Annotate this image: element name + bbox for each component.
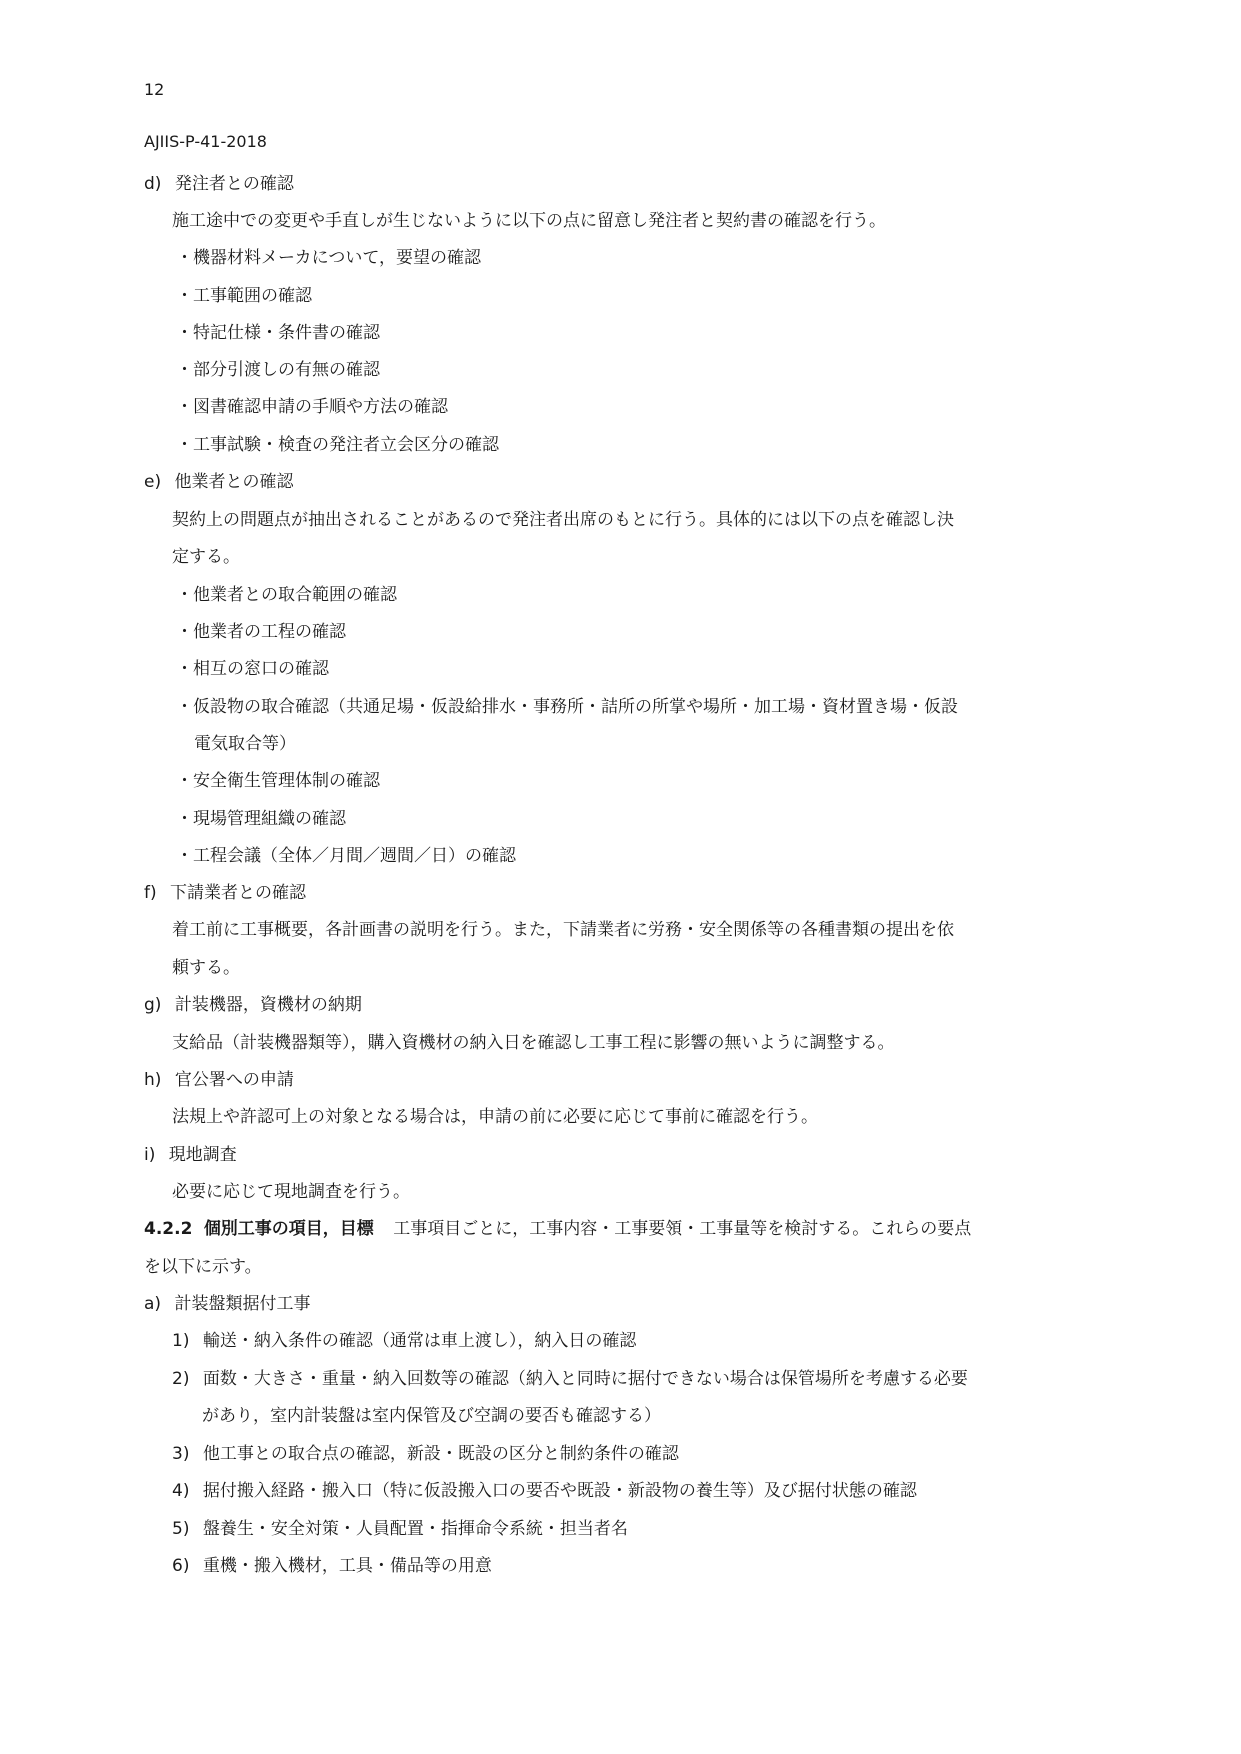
section-f-heading — [144, 885, 306, 902]
list-item: ・工事範囲の確認 — [176, 286, 312, 306]
numbered-item — [172, 1333, 636, 1350]
section-title: 計装機器，資機材の納期 — [174, 995, 362, 1015]
section-h-body: 法規上や許認可上の対象となる場合は，申請の前に必要に応じて事前に確認を行う。 — [172, 1107, 818, 1127]
section-e-heading — [144, 474, 294, 491]
section-marker: i) — [144, 1145, 156, 1165]
standard-id: AJIIS-P-41-2018 — [144, 132, 267, 151]
section-f-body-line2: 頼する。 — [172, 958, 240, 978]
list-item: ・相互の窓口の確認 — [176, 659, 329, 679]
clause-text-continuation: を以下に示す。 — [144, 1257, 262, 1277]
item-number: 5) — [172, 1519, 190, 1539]
list-item: ・特記仕様・条件書の確認 — [176, 323, 380, 343]
list-item: ・他業者の工程の確認 — [176, 622, 346, 642]
list-item: ・部分引渡しの有無の確認 — [176, 360, 380, 380]
page-number: 12 — [144, 80, 165, 99]
section-f-body-line1: 着工前に工事概要，各計画書の説明を行う。また，下請業者に労務・安全関係等の各種書類の提出を依 — [172, 920, 954, 940]
item-number: 1) — [172, 1331, 190, 1351]
section-g-body: 支給品（計装機器類等），購入資機材の納入日を確認し工事工程に影響の無いように調整する。 — [172, 1033, 895, 1053]
clause-heading: 個別工事の項目，目標 — [203, 1219, 374, 1239]
list-item: ・工程会議（全体／月間／週間／日）の確認 — [176, 846, 516, 866]
section-marker: a) — [144, 1294, 162, 1314]
section-i-body: 必要に応じて現地調査を行う。 — [172, 1182, 410, 1202]
section-title: 発注者との確認 — [174, 174, 294, 194]
section-marker: f) — [144, 883, 157, 903]
section-d-heading — [144, 176, 294, 193]
section-a-heading — [144, 1296, 310, 1313]
clause-text: 工事項目ごとに，工事内容・工事要領・工事量等を検討する。これらの要点 — [393, 1219, 972, 1239]
list-item: ・機器材料メーカについて，要望の確認 — [176, 248, 481, 268]
numbered-item-continuation: があり，室内計装盤は室内保管及び空調の要否も確認する） — [202, 1406, 661, 1426]
item-text: 据付搬入経路・搬入口（特に仮設搬入口の要否や既設・新設物の養生等）及び据付状態の確認 — [202, 1481, 917, 1501]
list-item: ・他業者との取合範囲の確認 — [176, 585, 397, 605]
numbered-item — [172, 1558, 492, 1575]
list-item: ・図書確認申請の手順や方法の確認 — [176, 397, 448, 417]
list-item-continuation: 電気取合等） — [194, 734, 296, 754]
section-e-body-line2: 定する。 — [172, 547, 240, 567]
section-title: 官公署への申請 — [174, 1070, 294, 1090]
numbered-item — [172, 1371, 968, 1388]
item-number: 6) — [172, 1556, 190, 1576]
numbered-item — [172, 1521, 628, 1538]
clause-number: 4.2.2 — [144, 1219, 193, 1239]
list-item: ・現場管理組織の確認 — [176, 809, 346, 829]
item-text: 輸送・納入条件の確認（通常は車上渡し），納入日の確認 — [202, 1331, 637, 1351]
clause-4-2-2 — [144, 1221, 971, 1238]
section-title: 他業者との確認 — [174, 472, 294, 492]
list-item: ・仮設物の取合確認（共通足場・仮設給排水・事務所・詰所の所掌や場所・加工場・資材置き場・仮設 — [176, 697, 958, 717]
item-number: 4) — [172, 1481, 190, 1501]
section-d-body: 施工途中での変更や手直しが生じないように以下の点に留意し発注者と契約書の確認を行う。 — [172, 211, 886, 231]
numbered-item — [172, 1446, 679, 1463]
item-text: 重機・搬入機材，工具・備品等の用意 — [202, 1556, 492, 1576]
section-title: 下請業者との確認 — [170, 883, 307, 903]
item-text: 面数・大きさ・重量・納入回数等の確認（納入と同時に据付できない場合は保管場所を考慮する必要 — [202, 1369, 968, 1389]
section-title: 現地調査 — [168, 1145, 237, 1165]
section-e-body-line1: 契約上の問題点が抽出されることがあるので発注者出席のもとに行う。具体的には以下の点を確認し決 — [172, 510, 954, 530]
list-item: ・安全衛生管理体制の確認 — [176, 771, 380, 791]
section-i-heading — [144, 1147, 237, 1164]
section-marker: h) — [144, 1070, 162, 1090]
item-number: 2) — [172, 1369, 190, 1389]
numbered-item — [172, 1483, 917, 1500]
item-number: 3) — [172, 1444, 190, 1464]
section-marker: e) — [144, 472, 162, 492]
item-text: 盤養生・安全対策・人員配置・指揮命令系統・担当者名 — [202, 1519, 628, 1539]
list-item: ・工事試験・検査の発注者立会区分の確認 — [176, 435, 499, 455]
section-title: 計装盤類据付工事 — [174, 1294, 311, 1314]
section-g-heading — [144, 997, 362, 1014]
item-text: 他工事との取合点の確認，新設・既設の区分と制約条件の確認 — [202, 1444, 679, 1464]
section-h-heading — [144, 1072, 294, 1089]
section-marker: g) — [144, 995, 162, 1015]
section-marker: d) — [144, 174, 162, 194]
